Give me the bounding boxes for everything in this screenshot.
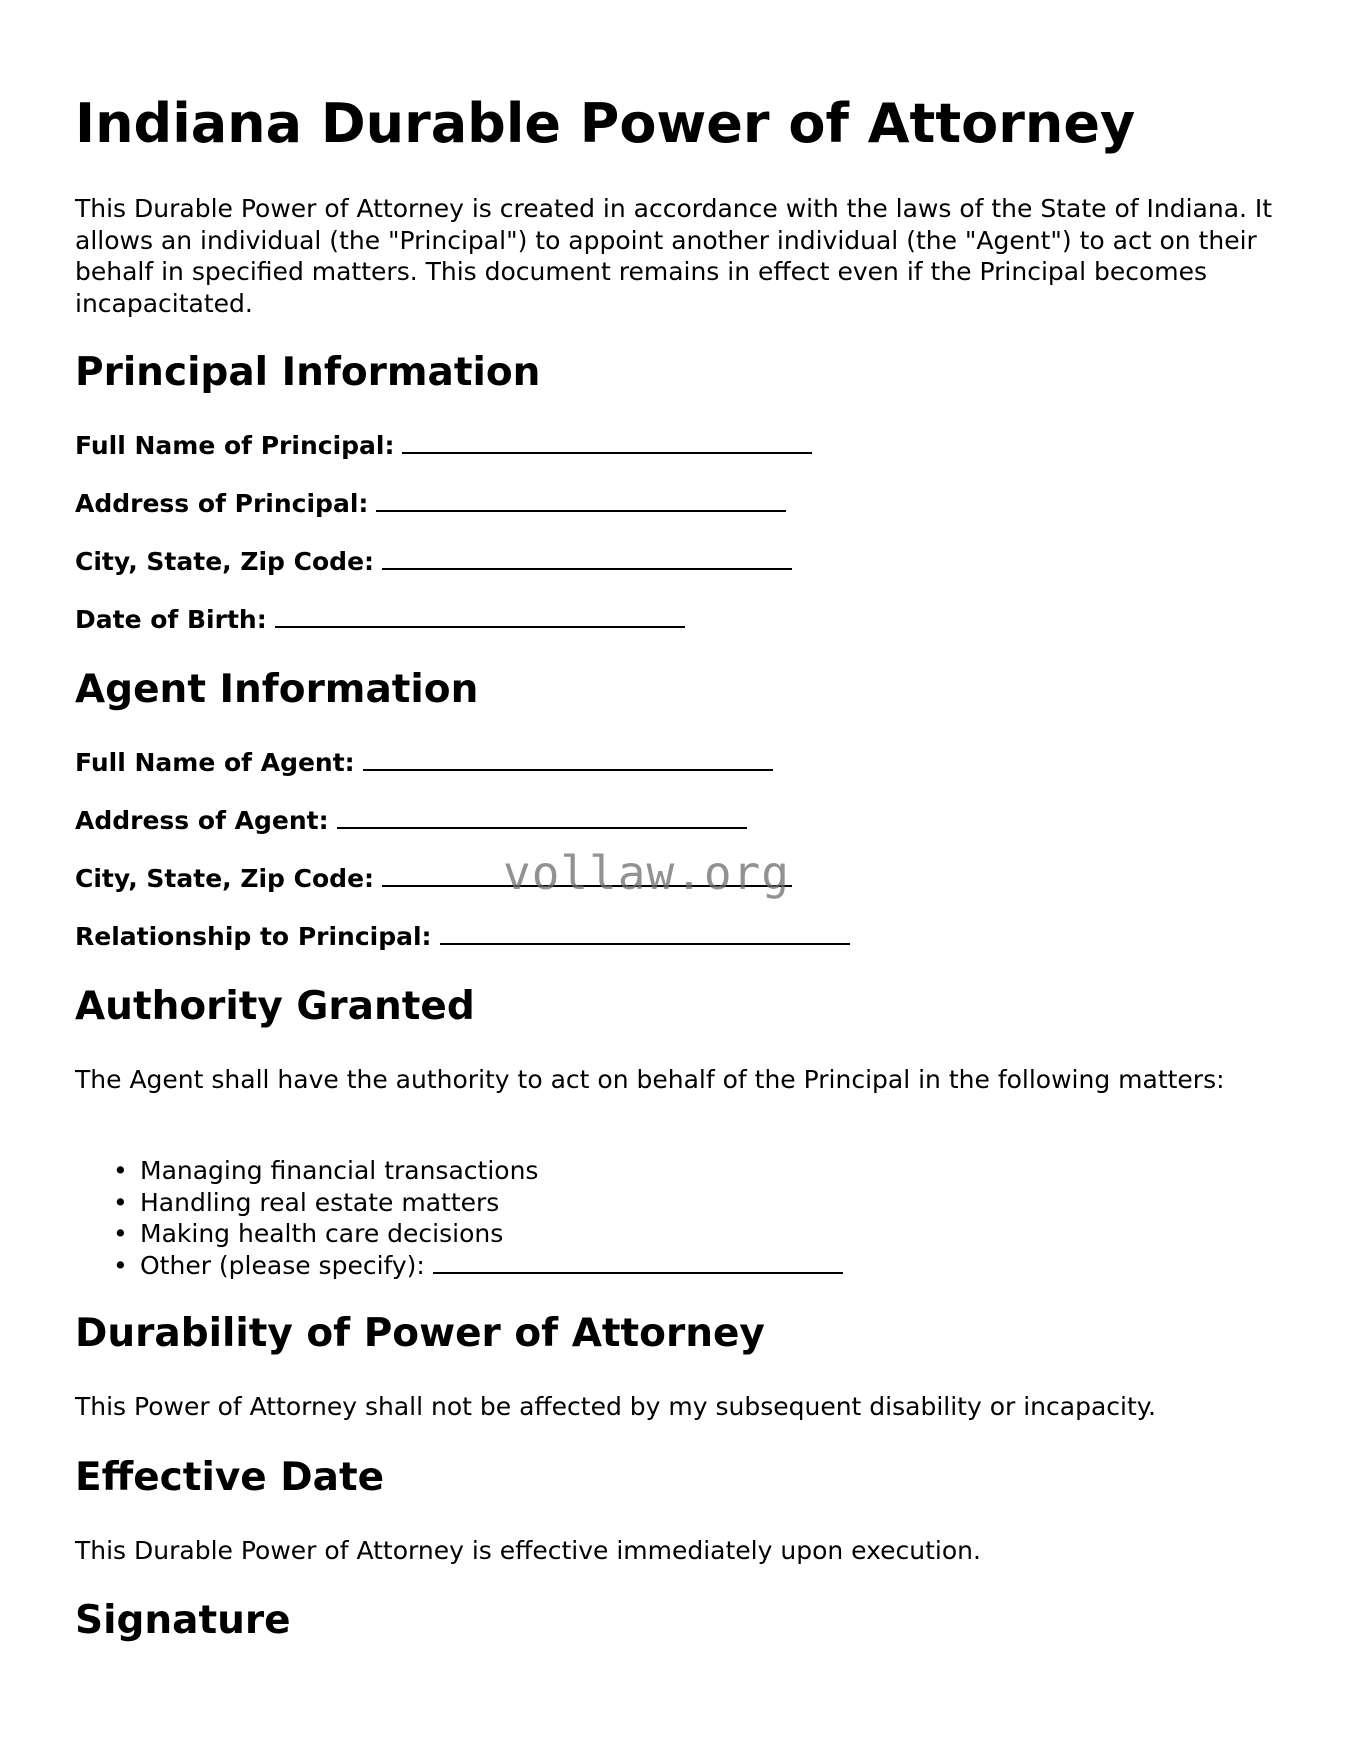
field-label: Full Name of Principal: <box>75 431 395 460</box>
agent-full-name-field[interactable] <box>75 747 773 778</box>
list-item-label: Other (please specify): <box>140 1250 425 1280</box>
field-label: Date of Birth: <box>75 605 267 634</box>
agent-heading: Agent Information <box>75 667 479 712</box>
list-item <box>75 1218 843 1250</box>
bullet-icon: • <box>113 1187 128 1217</box>
authority-paragraph: The Agent shall have the authority to act on behalf of the Principal in the following matters: <box>75 1065 1225 1094</box>
intro-paragraph: This Durable Power of Attorney is created in accordance with the laws of the State of Indiana. It allows an individual (the "Principal") to appoint another individual (the "Agent") to act on their behalf in specified matters. This document remains in effect even if the Principal becomes incapacitated. <box>75 194 1273 318</box>
list-item-label: Making health care decisions <box>140 1219 504 1248</box>
blank-line[interactable] <box>376 488 786 512</box>
durability-paragraph: This Power of Attorney shall not be affected by my subsequent disability or incapacity. <box>75 1392 1156 1421</box>
bullet-icon: • <box>113 1250 128 1280</box>
blank-line[interactable] <box>382 546 792 570</box>
field-label: City, State, Zip Code: <box>75 547 375 576</box>
principal-dob-field[interactable] <box>75 604 685 635</box>
blank-line[interactable] <box>440 921 850 945</box>
principal-address-field[interactable] <box>75 488 786 519</box>
bullet-icon: • <box>113 1219 128 1248</box>
list-item[interactable] <box>75 1250 843 1282</box>
list-item <box>75 1155 843 1187</box>
list-item <box>75 1187 843 1219</box>
agent-relationship-field[interactable] <box>75 921 850 952</box>
principal-full-name-field[interactable] <box>75 430 812 461</box>
watermark: vollaw.org <box>503 846 790 900</box>
agent-address-field[interactable] <box>75 805 747 836</box>
field-label: Relationship to Principal: <box>75 922 432 951</box>
bullet-icon: • <box>113 1156 128 1185</box>
authority-heading: Authority Granted <box>75 984 475 1029</box>
effective-date-heading: Effective Date <box>75 1455 385 1500</box>
list-item-label: Handling real estate matters <box>140 1187 500 1217</box>
signature-heading: Signature <box>75 1598 291 1643</box>
blank-line[interactable] <box>337 805 747 829</box>
field-label: Address of Principal: <box>75 489 369 518</box>
field-label: City, State, Zip Code: <box>75 864 375 893</box>
durability-heading: Durability of Power of Attorney <box>75 1311 765 1356</box>
effective-date-paragraph: This Durable Power of Attorney is effective immediately upon execution. <box>75 1536 981 1565</box>
field-label: Full Name of Agent: <box>75 748 355 777</box>
document-title: Indiana Durable Power of Attorney <box>75 92 1136 155</box>
blank-line[interactable] <box>275 604 685 628</box>
authority-list <box>75 1155 843 1281</box>
blank-line[interactable] <box>433 1250 843 1274</box>
principal-heading: Principal Information <box>75 350 541 395</box>
list-item-label: Managing financial transactions <box>140 1156 539 1185</box>
principal-city-state-zip-field[interactable] <box>75 546 792 577</box>
blank-line[interactable] <box>363 747 773 771</box>
blank-line[interactable] <box>402 430 812 454</box>
field-label: Address of Agent: <box>75 806 329 835</box>
